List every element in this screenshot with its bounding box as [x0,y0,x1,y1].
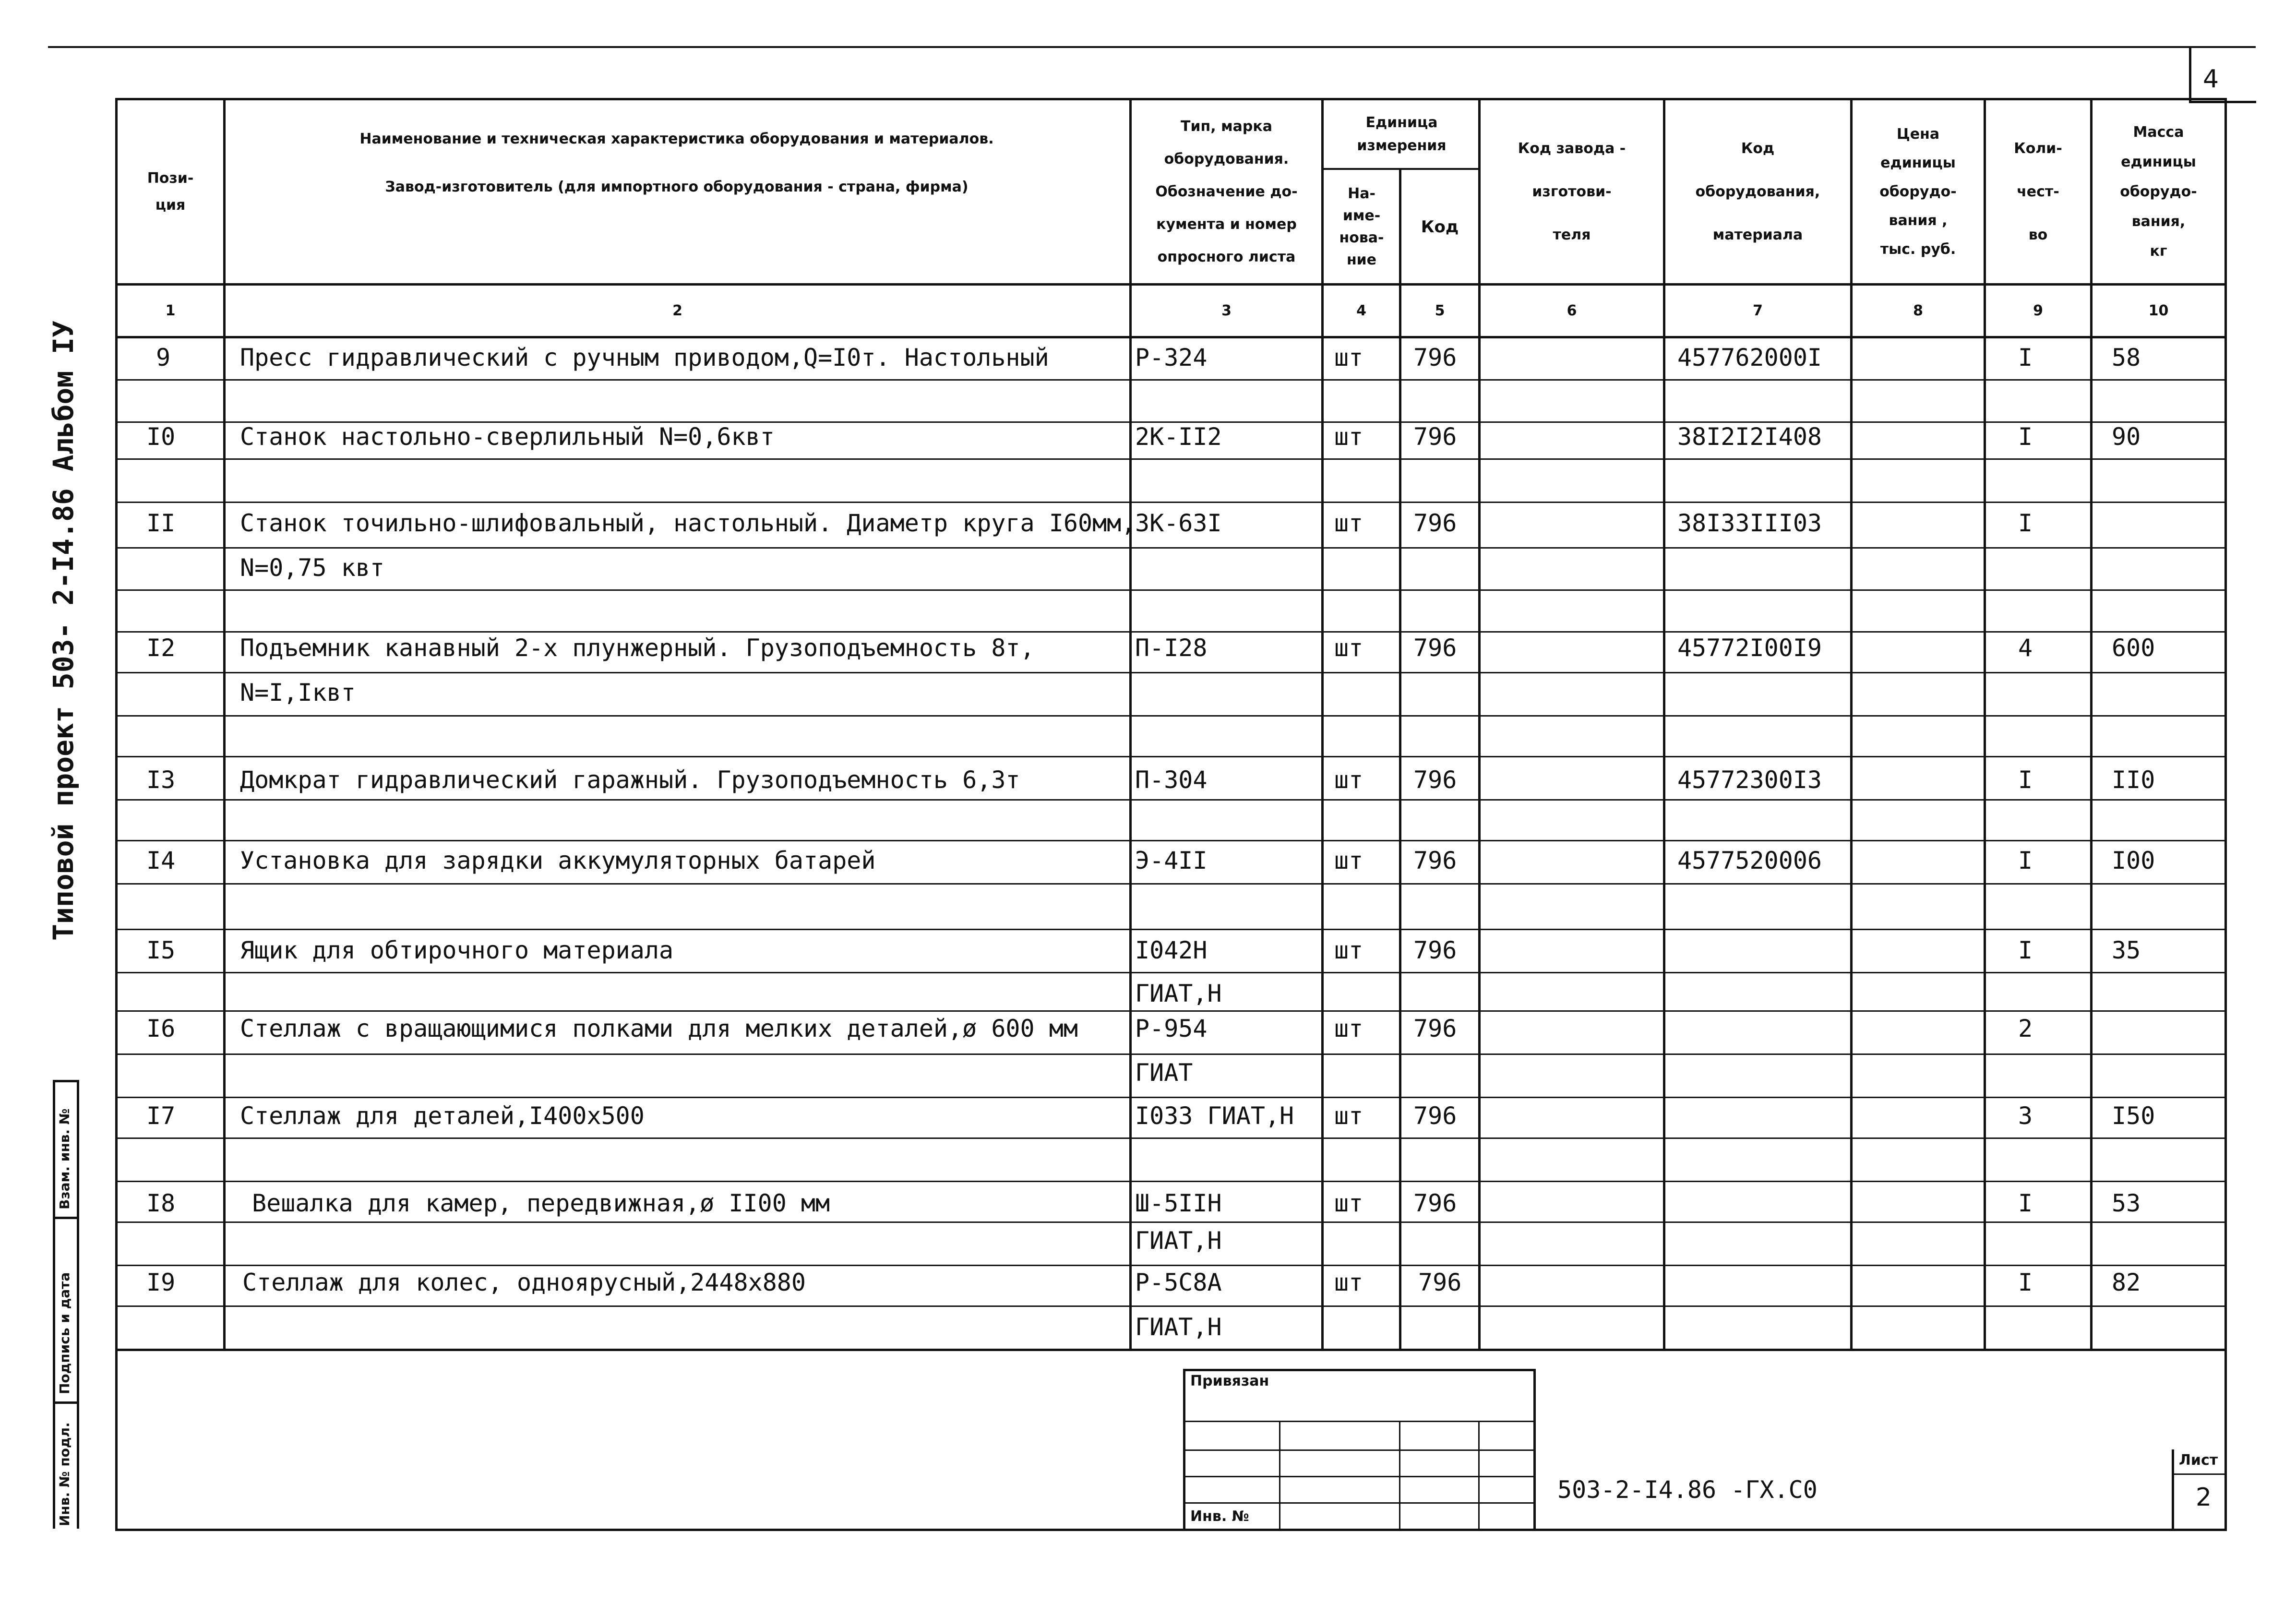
privyazan-label: Привязан [1190,1373,1269,1389]
row-pos: II [146,509,176,537]
header-factory-code: Код завода - изготови- теля [1518,140,1626,243]
row-qty: I [2018,936,2033,964]
row-name: Станок настольно-сверлильный N=0,6квт [240,423,775,451]
header-type: Тип, марка оборудования. Обозначение до- кумента и номер опросного листа [1155,118,1298,265]
col-num-10: 10 [2148,302,2169,319]
stamp-inv-podl: Инв. № подл. [57,1422,72,1526]
row-pos: I5 [146,936,176,964]
row-type: Р-954 [1135,1015,1208,1042]
row-mass: I50 [2112,1102,2155,1130]
doc-code: 503-2-I4.86 -ГХ.С0 [1557,1476,1818,1504]
row-unit: шт [1334,1015,1363,1042]
row-code: 796 [1413,766,1457,794]
row-type: 3К-63I [1135,509,1222,537]
row-pos: I3 [146,766,176,794]
col-num-8: 8 [1913,302,1923,319]
row-name: Стеллаж с вращающимися полками для мелких деталей,ø 600 мм [240,1015,1078,1042]
sheet-number: 2 [2196,1483,2212,1512]
row-code: 796 [1413,344,1457,371]
header-unit-code: Код [1421,217,1459,237]
row-code: 796 [1413,1102,1457,1130]
header-mass: Масса единицы оборудо- вания, кг [2120,124,2197,260]
row-mass: 90 [2112,423,2141,451]
col-num-2: 2 [672,302,682,319]
row-mass: II0 [2112,766,2155,794]
row-type: Р-5С8А [1135,1269,1222,1296]
stamp-vzam-inv: Взам. инв. № [57,1108,72,1209]
side-title: Типовой проект 503- 2-I4.86 Альбом IУ [47,320,80,941]
row-type-cont: ГИАТ,Н [1135,1227,1222,1255]
row-type: Э-4II [1135,847,1208,874]
row-unit: шт [1334,509,1363,537]
row-qty: I [2018,1269,2033,1296]
row-code: 796 [1413,634,1457,662]
row-equip: 38I2I2I408 [1677,423,1822,451]
row-equip: 45772300I3 [1677,766,1822,794]
row-pos: I9 [146,1269,176,1296]
row-code: 796 [1418,1269,1462,1296]
row-type: П-304 [1135,766,1208,794]
row-name: Пресс гидравлический с ручным приводом,Q=I0т. Настольный [240,344,1049,371]
row-qty: I [2018,766,2033,794]
col-num-9: 9 [2033,302,2043,319]
row-mass: 600 [2112,634,2155,662]
row-unit: шт [1334,1269,1363,1296]
row-qty: I [2018,1189,2033,1217]
row-name: Ящик для обтирочного материала [240,936,674,964]
header-name: Наименование и техническая характеристика оборудования и материалов. Завод-изготовитель (для импортного оборудования - страна, фирма) [359,131,994,195]
row-equip: 4577520006 [1677,847,1822,874]
row-qty: I [2018,344,2033,371]
row-type-cont: ГИАТ,Н [1135,1313,1222,1341]
col-num-5: 5 [1435,302,1445,319]
row-code: 796 [1413,423,1457,451]
row-mass: 82 [2112,1269,2141,1296]
header-position: Пози- ция [147,170,194,214]
row-name: Установка для зарядки аккумуляторных батарей [240,847,876,874]
col-num-7: 7 [1753,302,1763,319]
header-unit-name: На- име- нова- ние [1339,185,1384,268]
row-code: 796 [1413,847,1457,874]
inv-no-label: Инв. № [1190,1508,1249,1525]
row-pos: I7 [146,1102,176,1130]
row-type: I042Н [1135,936,1208,964]
row-equip: 45772I00I9 [1677,634,1822,662]
row-qty: I [2018,423,2033,451]
row-code: 796 [1413,1189,1457,1217]
row-unit: шт [1334,766,1363,794]
row-type: П-I28 [1135,634,1208,662]
col-num-1: 1 [165,302,176,319]
row-qty: 4 [2018,634,2033,662]
col-num-6: 6 [1567,302,1577,319]
header-equip-code: Код оборудования, материала [1695,140,1820,243]
row-name-cont: N=0,75 квт [240,554,385,582]
row-type-cont: ГИАТ,Н [1135,980,1222,1007]
row-code: 796 [1413,509,1457,537]
col-num-3: 3 [1221,302,1232,319]
row-type: 2К-II2 [1135,423,1222,451]
row-unit: шт [1334,1102,1363,1130]
row-type: I033 ГИАТ,Н [1135,1102,1294,1130]
row-pos: 9 [156,344,171,371]
row-qty: I [2018,509,2033,537]
row-name: Домкрат гидравлический гаражный. Грузоподъемность 6,3т [240,766,1020,794]
stamp-podpis-data: Подпись и дата [57,1272,72,1394]
col-num-4: 4 [1356,302,1366,319]
row-unit: шт [1334,1189,1363,1217]
sheet-label: Лист [2179,1452,2218,1469]
row-type: Ш-5IIН [1135,1189,1222,1217]
row-pos: I6 [146,1015,176,1042]
row-unit: шт [1334,936,1363,964]
row-qty: 3 [2018,1102,2033,1130]
row-type-cont: ГИАТ [1135,1059,1193,1087]
row-qty: I [2018,847,2033,874]
row-name-cont: N=I,Iквт [240,679,356,706]
row-qty: 2 [2018,1015,2033,1042]
header-unit: Единица измерения [1357,114,1447,154]
row-mass: 58 [2112,344,2141,371]
row-name: Стеллаж для колес, одноярусный,2448x880 [242,1269,806,1296]
row-unit: шт [1334,847,1363,874]
row-pos: I4 [146,847,176,874]
row-name: Вешалка для камер, передвижная,ø II00 мм [252,1189,830,1217]
row-mass: 35 [2112,936,2141,964]
row-pos: I0 [146,423,176,451]
row-name: Подъемник канавный 2-х плунжерный. Грузоподъемность 8т, [240,634,1035,662]
row-code: 796 [1413,936,1457,964]
row-unit: шт [1334,344,1363,371]
header-qty: Коли- чест- во [2014,140,2062,243]
row-unit: шт [1334,634,1363,662]
page-number: 4 [2203,65,2219,94]
row-name: Стеллаж для деталей,I400x500 [240,1102,645,1130]
row-mass: I00 [2112,847,2155,874]
row-unit: шт [1334,423,1363,451]
row-pos: I8 [146,1189,176,1217]
row-name: Станок точильно-шлифовальный, настольный. Диаметр круга I60мм, [240,509,1136,537]
row-pos: I2 [146,634,176,662]
row-code: 796 [1413,1015,1457,1042]
row-equip: 38I33III03 [1677,509,1822,537]
row-type: Р-324 [1135,344,1208,371]
header-price: Цена единицы оборудо- вания , тыс. руб. [1879,126,1957,258]
row-equip: 457762000I [1677,344,1822,371]
row-mass: 53 [2112,1189,2141,1217]
